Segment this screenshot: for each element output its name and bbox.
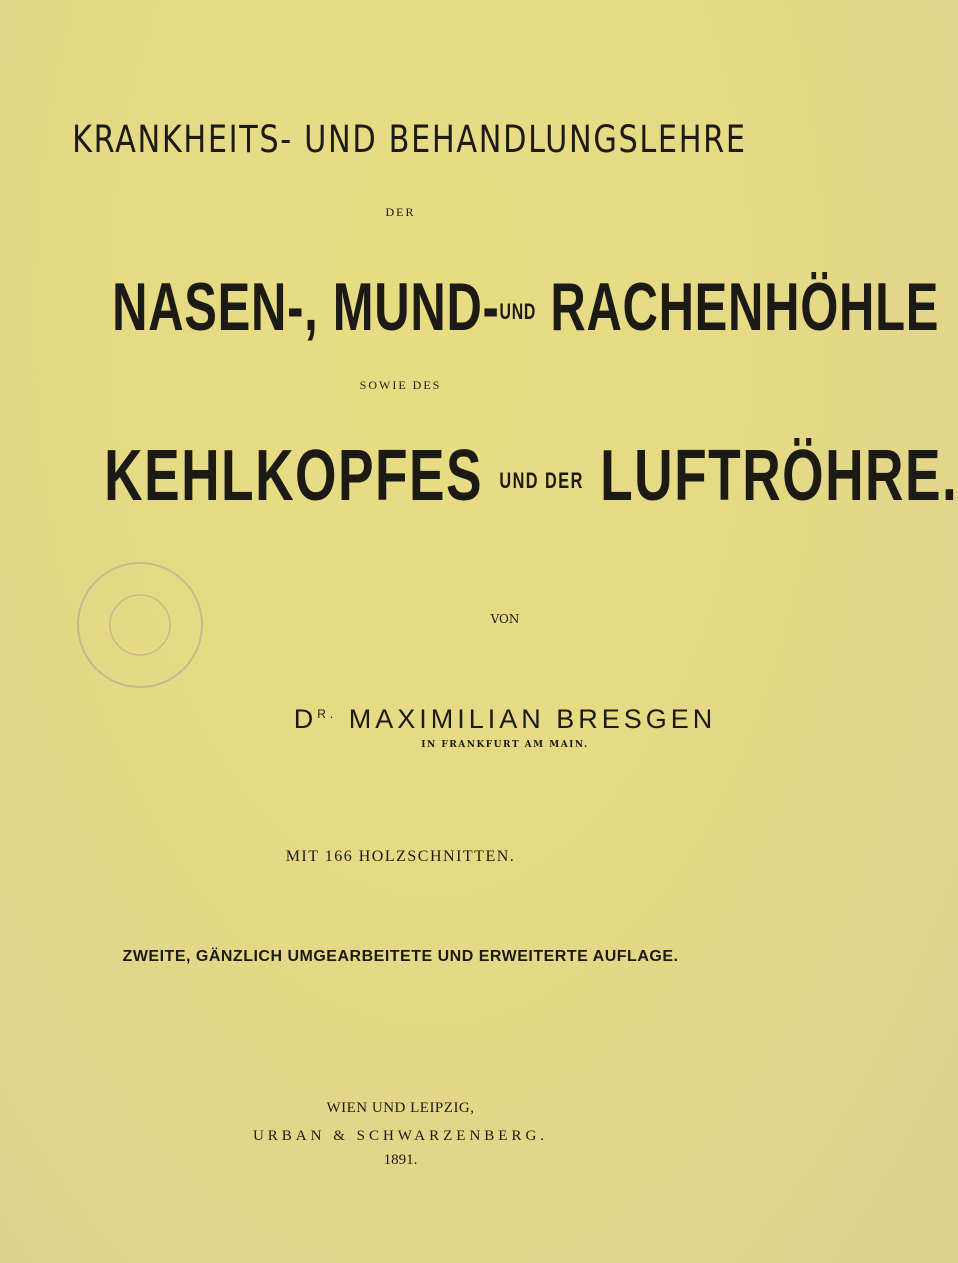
author-prefix: D [293,704,318,734]
title-line-2-part-2: RACHENHÖHLE [550,269,940,345]
title-line-3-und: UND DER [499,467,584,493]
library-stamp [60,545,220,705]
title-line-2-part-1: NASEN-, MUND- [112,269,500,345]
author-sup: R. [317,707,338,721]
title-line-3-part-2: LUFTRÖHRE. [600,436,958,516]
author-name: MAXIMILIAN BRESGEN [348,704,717,734]
publication-year: 1891. [383,1152,418,1168]
der-label: DER [385,205,416,219]
edition-note: ZWEITE, GÄNZLICH UMGEARBEITETE UND ERWEITERTE AUFLAGE. [122,948,679,965]
title-line-2-und: UND [499,299,537,325]
title-line-3 [104,435,958,517]
author-location: IN FRANKFURT AM MAIN. [421,740,589,750]
author [205,704,805,735]
title-line-1: KRANKHEITS- UND BEHANDLUNGSLEHRE [72,118,747,161]
title-line-2 [112,268,940,346]
publisher: URBAN & SCHWARZENBERG. [252,1128,549,1144]
illustrations-note: MIT 166 HOLZSCHNITTEN. [285,848,516,865]
von-label: VON [490,612,520,626]
title-line-3-part-1: KEHLKOPFES [104,436,484,516]
publication-place: WIEN UND LEIPZIG, [326,1100,475,1116]
sowie-label: SOWIE DES [359,378,442,392]
